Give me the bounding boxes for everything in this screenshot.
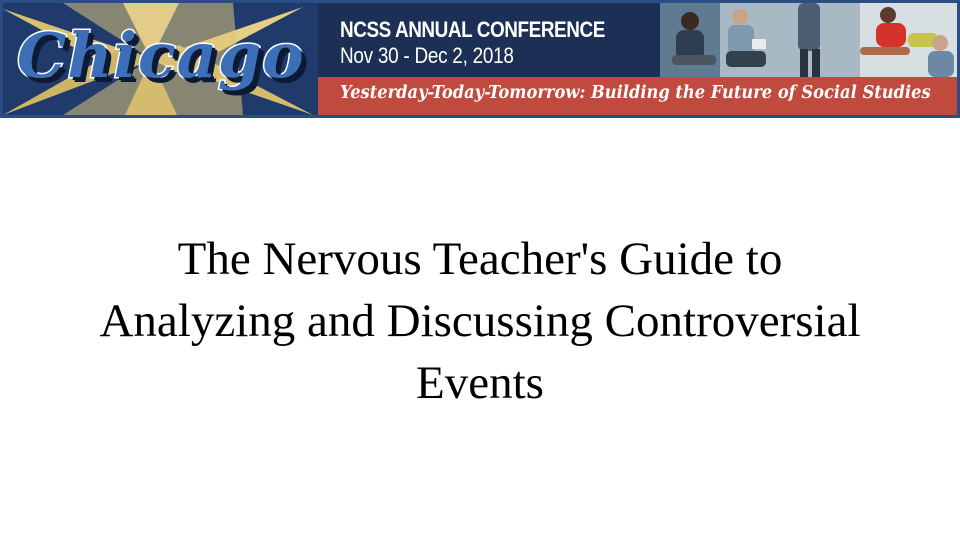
slide-title-line: The Nervous Teacher's Guide to	[177, 233, 783, 285]
slide-title	[20, 228, 940, 414]
chicago-logo	[3, 3, 318, 115]
conference-banner	[0, 0, 960, 118]
conference-title: NCSS ANNUAL CONFERENCE	[340, 17, 605, 42]
chicago-logo-text: Chicago	[17, 19, 305, 92]
tagline-strip	[318, 77, 957, 115]
slide-title-line: Analyzing and Discussing Controversial	[99, 295, 861, 347]
conference-dates: Nov 30 - Dec 2, 2018	[340, 43, 514, 68]
conference-tagline: Yesterday-Today-Tomorrow: Building the Future of Social Studies	[340, 83, 931, 103]
conference-info	[318, 3, 660, 77]
people-photo	[660, 3, 957, 77]
people-photo-icon	[660, 3, 957, 77]
slide-title-line: Events	[416, 357, 544, 409]
